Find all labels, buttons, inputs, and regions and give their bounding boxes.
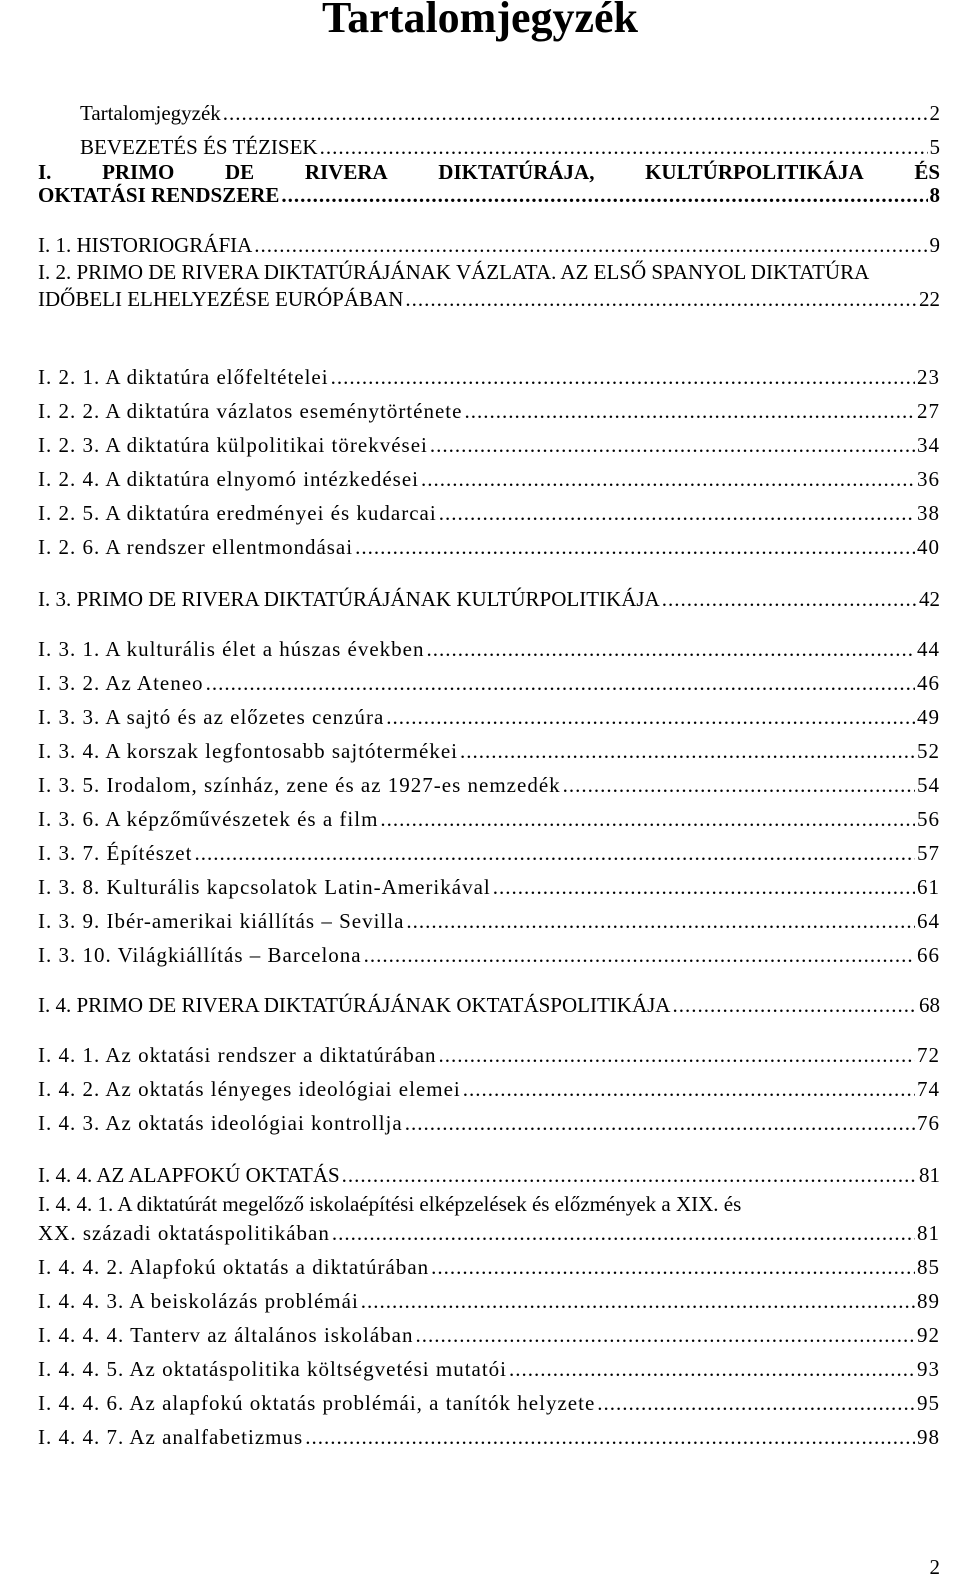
toc-entry-title: I. 3. 7. Építészet [38,841,193,865]
toc-entry-title: I. 3. 4. A korszak legfontosabb sajtótermékei [38,739,458,763]
toc-entry-page: 36 [917,467,940,491]
toc-entry[interactable] [38,832,940,866]
toc-entry-title: I. 4. 3. Az oktatás ideológiai kontrollja [38,1111,403,1135]
page-title: Tartalomjegyzék [321,0,639,42]
toc-leader [281,185,927,208]
toc-leader [563,775,915,798]
toc-entry-title: BEVEZETÉS ÉS TÉZISEK [80,135,318,159]
toc-leader [597,1393,915,1416]
toc-leader [405,1113,915,1136]
toc-entry-title: I. 2. 5. A diktatúra eredményei és kudarcai [38,501,437,525]
toc-leader [662,589,917,612]
toc-entry[interactable] [38,764,940,798]
toc-entry[interactable] [38,390,940,424]
toc-entry-page: 81 [917,1221,940,1245]
toc-leader [672,995,917,1018]
toc-entry-title: I. 4. 4. 2. Alapfokú oktatás a diktatúrában [38,1255,430,1279]
toc-entry[interactable] [38,730,940,764]
toc-entry[interactable] [80,92,940,126]
toc-entry-title: I. 3. 1. A kulturális élet a húszas években [38,637,425,661]
toc-entry-title: I. 2. 6. A rendszer ellentmondásai [38,535,354,559]
toc-entry-page: 8 [929,183,940,207]
toc-leader [430,435,915,458]
toc-entry-title: I. 1. HISTORIOGRÁFIA [38,233,253,257]
toc-entry-title: I. 2. 1. A diktatúra előfeltételei [38,365,329,389]
toc-entry-page: 64 [917,909,940,933]
toc-entry-title: I. 3. 5. Irodalom, színház, zene és az 1927-es nemzedék [38,773,561,797]
toc-entry-page: 76 [917,1111,940,1135]
toc-entry-title: I. 3. 10. Világkiállítás – Barcelona [38,943,362,967]
toc-entry[interactable] [38,900,940,934]
toc-leader [460,741,915,764]
toc-entry-title: I. 3. PRIMO DE RIVERA DIKTATÚRÁJÁNAK KULTÚRPOLITIKÁJA [38,587,660,611]
toc-entry[interactable] [38,578,940,612]
toc-entry-page: 34 [917,433,940,457]
toc-word: DIKTATÚRÁJA, [438,160,595,184]
toc-word: DE [225,160,255,184]
toc-leader [355,537,915,560]
toc-entry-page: 40 [917,535,940,559]
toc-leader [431,1257,915,1280]
toc-entry-page: 22 [919,287,940,311]
toc-entry[interactable] [38,1154,940,1188]
toc-entry-title: I. 4. 1. Az oktatási rendszer a diktatúrában [38,1043,437,1067]
toc-leader [305,1427,915,1450]
toc-entry-page: 49 [917,705,940,729]
toc-leader [223,103,928,126]
toc-entry[interactable] [80,126,940,160]
toc-entry[interactable] [38,1348,940,1382]
toc-entry-page: 54 [917,773,940,797]
toc-entry[interactable] [38,526,940,560]
toc-entry-page: 92 [917,1323,940,1347]
toc-entry-page: 46 [917,671,940,695]
toc-entry-title: I. 4. 4. 7. Az analfabetizmus [38,1425,304,1449]
toc-entry-page: 57 [917,841,940,865]
toc-leader [206,673,915,696]
toc-entry-title: I. 3. 3. A sajtó és az előzetes cenzúra [38,705,385,729]
toc-entry-title: I. 3. 2. Az Ateneo [38,671,204,695]
toc-entry-title: XX. századi oktatáspolitikában [38,1221,330,1245]
toc-entry-page: 9 [929,233,940,257]
toc-entry-title: I. 4. 4. 5. Az oktatáspolitika költségvetési mutatói [38,1357,508,1381]
toc-entry[interactable] [38,934,940,968]
toc-entry[interactable] [38,1280,940,1314]
toc-leader [364,945,915,968]
toc-word: ÉS [914,160,940,184]
toc-entry[interactable] [38,696,940,730]
toc-entry-title: I. 3. 9. Ibér-amerikai kiállítás – Sevilla [38,909,405,933]
toc-entry-page: 44 [917,637,940,661]
toc-leader [463,1079,915,1102]
toc-entry-page: 42 [919,587,940,611]
toc-entry[interactable] [38,424,940,458]
toc-entry[interactable] [38,1416,940,1450]
page-number: 2 [929,1555,940,1579]
toc-entry-page: 81 [919,1163,940,1187]
toc-entry-page: 27 [917,399,940,423]
toc-leader [464,401,915,424]
toc-word: I. [38,160,52,184]
toc-entry-title: I. 4. 4. 4. Tanterv az általános iskolában [38,1323,414,1347]
toc-entry-page: 61 [917,875,940,899]
toc-leader [405,289,917,312]
toc-entry-title: I. 3. 6. A képzőművészetek és a film [38,807,379,831]
toc-entry-page: 98 [917,1425,940,1449]
toc-entry-page: 66 [917,943,940,967]
toc-leader [493,877,915,900]
toc-entry[interactable] [38,798,940,832]
toc-entry[interactable] [38,1068,940,1102]
toc-entry-title: I. 4. 4. 1. A diktatúrát megelőző iskolaépítési elképzelések és előzmények a XIX. és [38,1192,742,1216]
toc-entry-title: I. 4. 4. 3. A beiskolázás problémái [38,1289,359,1313]
toc-entry[interactable] [38,224,940,258]
toc-entry[interactable] [38,1314,940,1348]
toc-leader [439,503,915,526]
toc-entry[interactable] [38,1212,940,1246]
toc-entry-page: 68 [919,993,940,1017]
toc-leader [254,235,927,258]
toc-entry-page: 52 [917,739,940,763]
toc-entry-page: 93 [917,1357,940,1381]
toc-entry-page: 23 [917,365,940,389]
toc-entry-page: 5 [929,135,940,159]
toc-word: RIVERA [304,160,388,184]
toc-entry[interactable] [38,1246,940,1280]
toc-leader [415,1325,915,1348]
toc-entry[interactable] [38,1382,940,1416]
toc-leader [380,809,915,832]
toc-entry-page: 72 [917,1043,940,1067]
toc-entry[interactable] [38,492,940,526]
toc-entry[interactable] [38,278,940,312]
toc-entry[interactable] [38,1102,940,1136]
toc-entry-title: I. 4. PRIMO DE RIVERA DIKTATÚRÁJÁNAK OKTATÁSPOLITIKÁJA [38,993,671,1017]
toc-entry-page: 89 [917,1289,940,1313]
toc-entry[interactable] [38,356,940,390]
toc-leader [406,911,915,934]
toc-entry[interactable] [38,628,940,662]
toc-entry-title: OKTATÁSI RENDSZERE [38,183,280,207]
toc-entry[interactable] [38,174,940,208]
toc-entry[interactable] [38,866,940,900]
toc-entry[interactable] [38,984,940,1018]
toc-leader [509,1359,915,1382]
toc-entry[interactable] [38,662,940,696]
toc-entry-title: I. 2. PRIMO DE RIVERA DIKTATÚRÁJÁNAK VÁZLATA. AZ ELSŐ SPANYOL DIKTATÚRA [38,260,870,284]
toc-leader [332,1223,915,1246]
toc-entry-title: I. 2. 3. A diktatúra külpolitikai törekvései [38,433,428,457]
toc-entry-title: I. 4. 2. Az oktatás lényeges ideológiai elemei [38,1077,461,1101]
toc-entry-title: IDŐBELI ELHELYEZÉSE EURÓPÁBAN [38,287,404,311]
toc-entry-title: I. 3. 8. Kulturális kapcsolatok Latin-Amerikával [38,875,491,899]
toc-entry[interactable] [38,1034,940,1068]
toc-leader [320,137,928,160]
toc-entry-page: 85 [917,1255,940,1279]
toc-entry-title: I. 4. 4. AZ ALAPFOKÚ OKTATÁS [38,1163,340,1187]
toc-entry-page: 2 [929,101,940,125]
toc-entry-title: I. 2. 4. A diktatúra elnyomó intézkedései [38,467,419,491]
toc-entry[interactable] [38,458,940,492]
toc-word: PRIMO [102,160,175,184]
toc-leader [427,639,916,662]
toc-leader [439,1045,915,1068]
toc-entry-title: Tartalomjegyzék [80,101,221,125]
toc-word: KULTÚRPOLITIKÁJA [645,160,864,184]
toc-leader [421,469,915,492]
toc-entry-page: 38 [917,501,940,525]
toc-entry-title: I. 4. 4. 6. Az alapfokú oktatás problémái, a tanítók helyzete [38,1391,596,1415]
toc-entry-page: 56 [917,807,940,831]
toc-leader [194,843,915,866]
toc-leader [342,1165,917,1188]
toc-leader [331,367,915,390]
toc-entry-title: I. 2. 2. A diktatúra vázlatos eseménytörténete [38,399,463,423]
toc-leader [386,707,915,730]
toc-leader [361,1291,915,1314]
toc-entry-page: 74 [917,1077,940,1101]
toc-entry-page: 95 [917,1391,940,1415]
